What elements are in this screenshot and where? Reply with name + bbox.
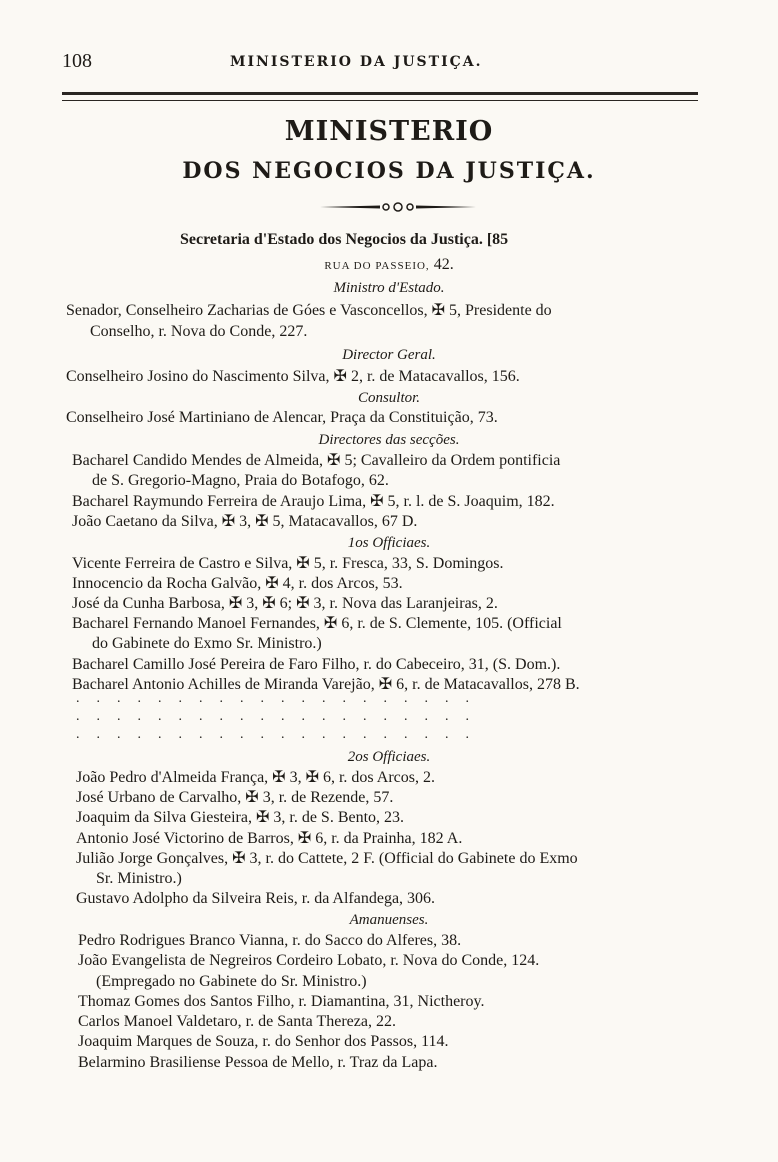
text-line: Vicente Ferreira de Castro e Silva, ✠ 5, r. Fresca, 33, S. Domingos. [72, 555, 504, 572]
text-line: Bacharel Raymundo Ferreira de Araujo Lima, ✠ 5, r. l. de S. Joaquim, 182. [72, 493, 555, 510]
text-line: Thomaz Gomes dos Santos Filho, r. Diamantina, 31, Nictheroy. [78, 993, 485, 1010]
dotted-leader: .................... [76, 709, 486, 724]
text-line: Conselho, r. Nova do Conde, 227. [90, 323, 308, 340]
dotted-leader: .................... [76, 691, 486, 706]
header-rule [62, 92, 698, 101]
text-line: Joaquim Marques de Souza, r. do Senhor dos Passos, 114. [78, 1033, 449, 1050]
text-line: Belarmino Brasiliense Pessoa de Mello, r. Traz da Lapa. [78, 1054, 438, 1071]
text-line: Joaquim da Silva Giesteira, ✠ 3, r. de S. Bento, 23. [76, 809, 405, 826]
text-line: José da Cunha Barbosa, ✠ 3, ✠ 6; ✠ 3, r. Nova das Laranjeiras, 2. [72, 595, 498, 612]
page-title: MINISTERIO [284, 116, 494, 147]
text-line: Pedro Rodrigues Branco Vianna, r. do Sacco do Alferes, 38. [78, 932, 462, 949]
secretaria-line: Secretaria d'Estado dos Negocios da Justiça. [85 [180, 231, 509, 248]
text-line: Antonio José Victorino de Barros, ✠ 6, r. da Prainha, 182 A. [76, 830, 463, 847]
text-line: de S. Gregorio-Magno, Praia do Botafogo, 62. [92, 472, 389, 489]
dotted-leader: .................... [76, 727, 486, 742]
secretaria-address [0, 255, 778, 276]
text-line: Carlos Manoel Valdetaro, r. de Santa Thereza, 22. [78, 1013, 396, 1030]
text-line: João Caetano da Silva, ✠ 3, ✠ 5, Matacavallos, 67 D. [72, 513, 418, 530]
text-line: Bacharel Antonio Achilles de Miranda Varejão, ✠ 6, r. de Matacavallos, 278 B. [72, 676, 580, 693]
text-line: Senador, Conselheiro Zacharias de Góes e Vasconcellos, ✠ 5, Presidente do [66, 302, 552, 319]
text-line: Sr. Ministro.) [96, 870, 182, 887]
text-line: Julião Jorge Gonçalves, ✠ 3, r. do Cattete, 2 F. (Official do Gabinete do Exmo [76, 850, 578, 867]
section-amanuenses: Amanuenses. [349, 912, 429, 928]
page-number: 108 [62, 50, 92, 72]
section-primeiros-officiaes: 1os Officiaes. [347, 535, 431, 551]
section-segundos-officiaes: 2os Officiaes. [347, 749, 431, 765]
section-consultor: Consultor. [357, 390, 421, 406]
text-line: Conselheiro Josino do Nascimento Silva, ✠ 2, r. de Matacavallos, 156. [66, 368, 520, 385]
address-number: 42. [433, 256, 454, 273]
section-directores: Directores das secções. [318, 432, 460, 448]
text-line: José Urbano de Carvalho, ✠ 3, r. de Rezende, 57. [76, 789, 394, 806]
text-line: Innocencio da Rocha Galvão, ✠ 4, r. dos Arcos, 53. [72, 575, 403, 592]
text-line: Conselheiro José Martiniano de Alencar, Praça da Constituição, 73. [66, 409, 498, 426]
text-line: (Empregado no Gabinete do Sr. Ministro.) [96, 973, 367, 990]
address-street: RUA DO PASSEIO, [324, 260, 430, 272]
running-title: MINISTERIO DA JUSTIÇA. [230, 54, 483, 70]
text-line: Bacharel Fernando Manoel Fernandes, ✠ 6, r. de S. Clemente, 105. (Official [72, 615, 562, 632]
text-line: do Gabinete do Exmo Sr. Ministro.) [92, 635, 322, 652]
text-line: Bacharel Camillo José Pereira de Faro Filho, r. do Cabeceiro, 31, (S. Dom.). [72, 656, 561, 673]
text-line: Gustavo Adolpho da Silveira Reis, r. da Alfandega, 306. [76, 890, 436, 907]
text-line: João Evangelista de Negreiros Cordeiro Lobato, r. Nova do Conde, 124. [78, 952, 540, 969]
text-line: João Pedro d'Almeida França, ✠ 3, ✠ 6, r. dos Arcos, 2. [76, 769, 435, 786]
ornament-divider [320, 201, 476, 213]
running-head [62, 50, 712, 76]
section-ministro: Ministro d'Estado. [333, 280, 445, 296]
page-subtitle: DOS NEGOCIOS DA JUSTIÇA. [182, 158, 596, 184]
section-director: Director Geral. [342, 347, 436, 363]
text-line: Bacharel Candido Mendes de Almeida, ✠ 5; Cavalleiro da Ordem pontificia [72, 452, 561, 469]
